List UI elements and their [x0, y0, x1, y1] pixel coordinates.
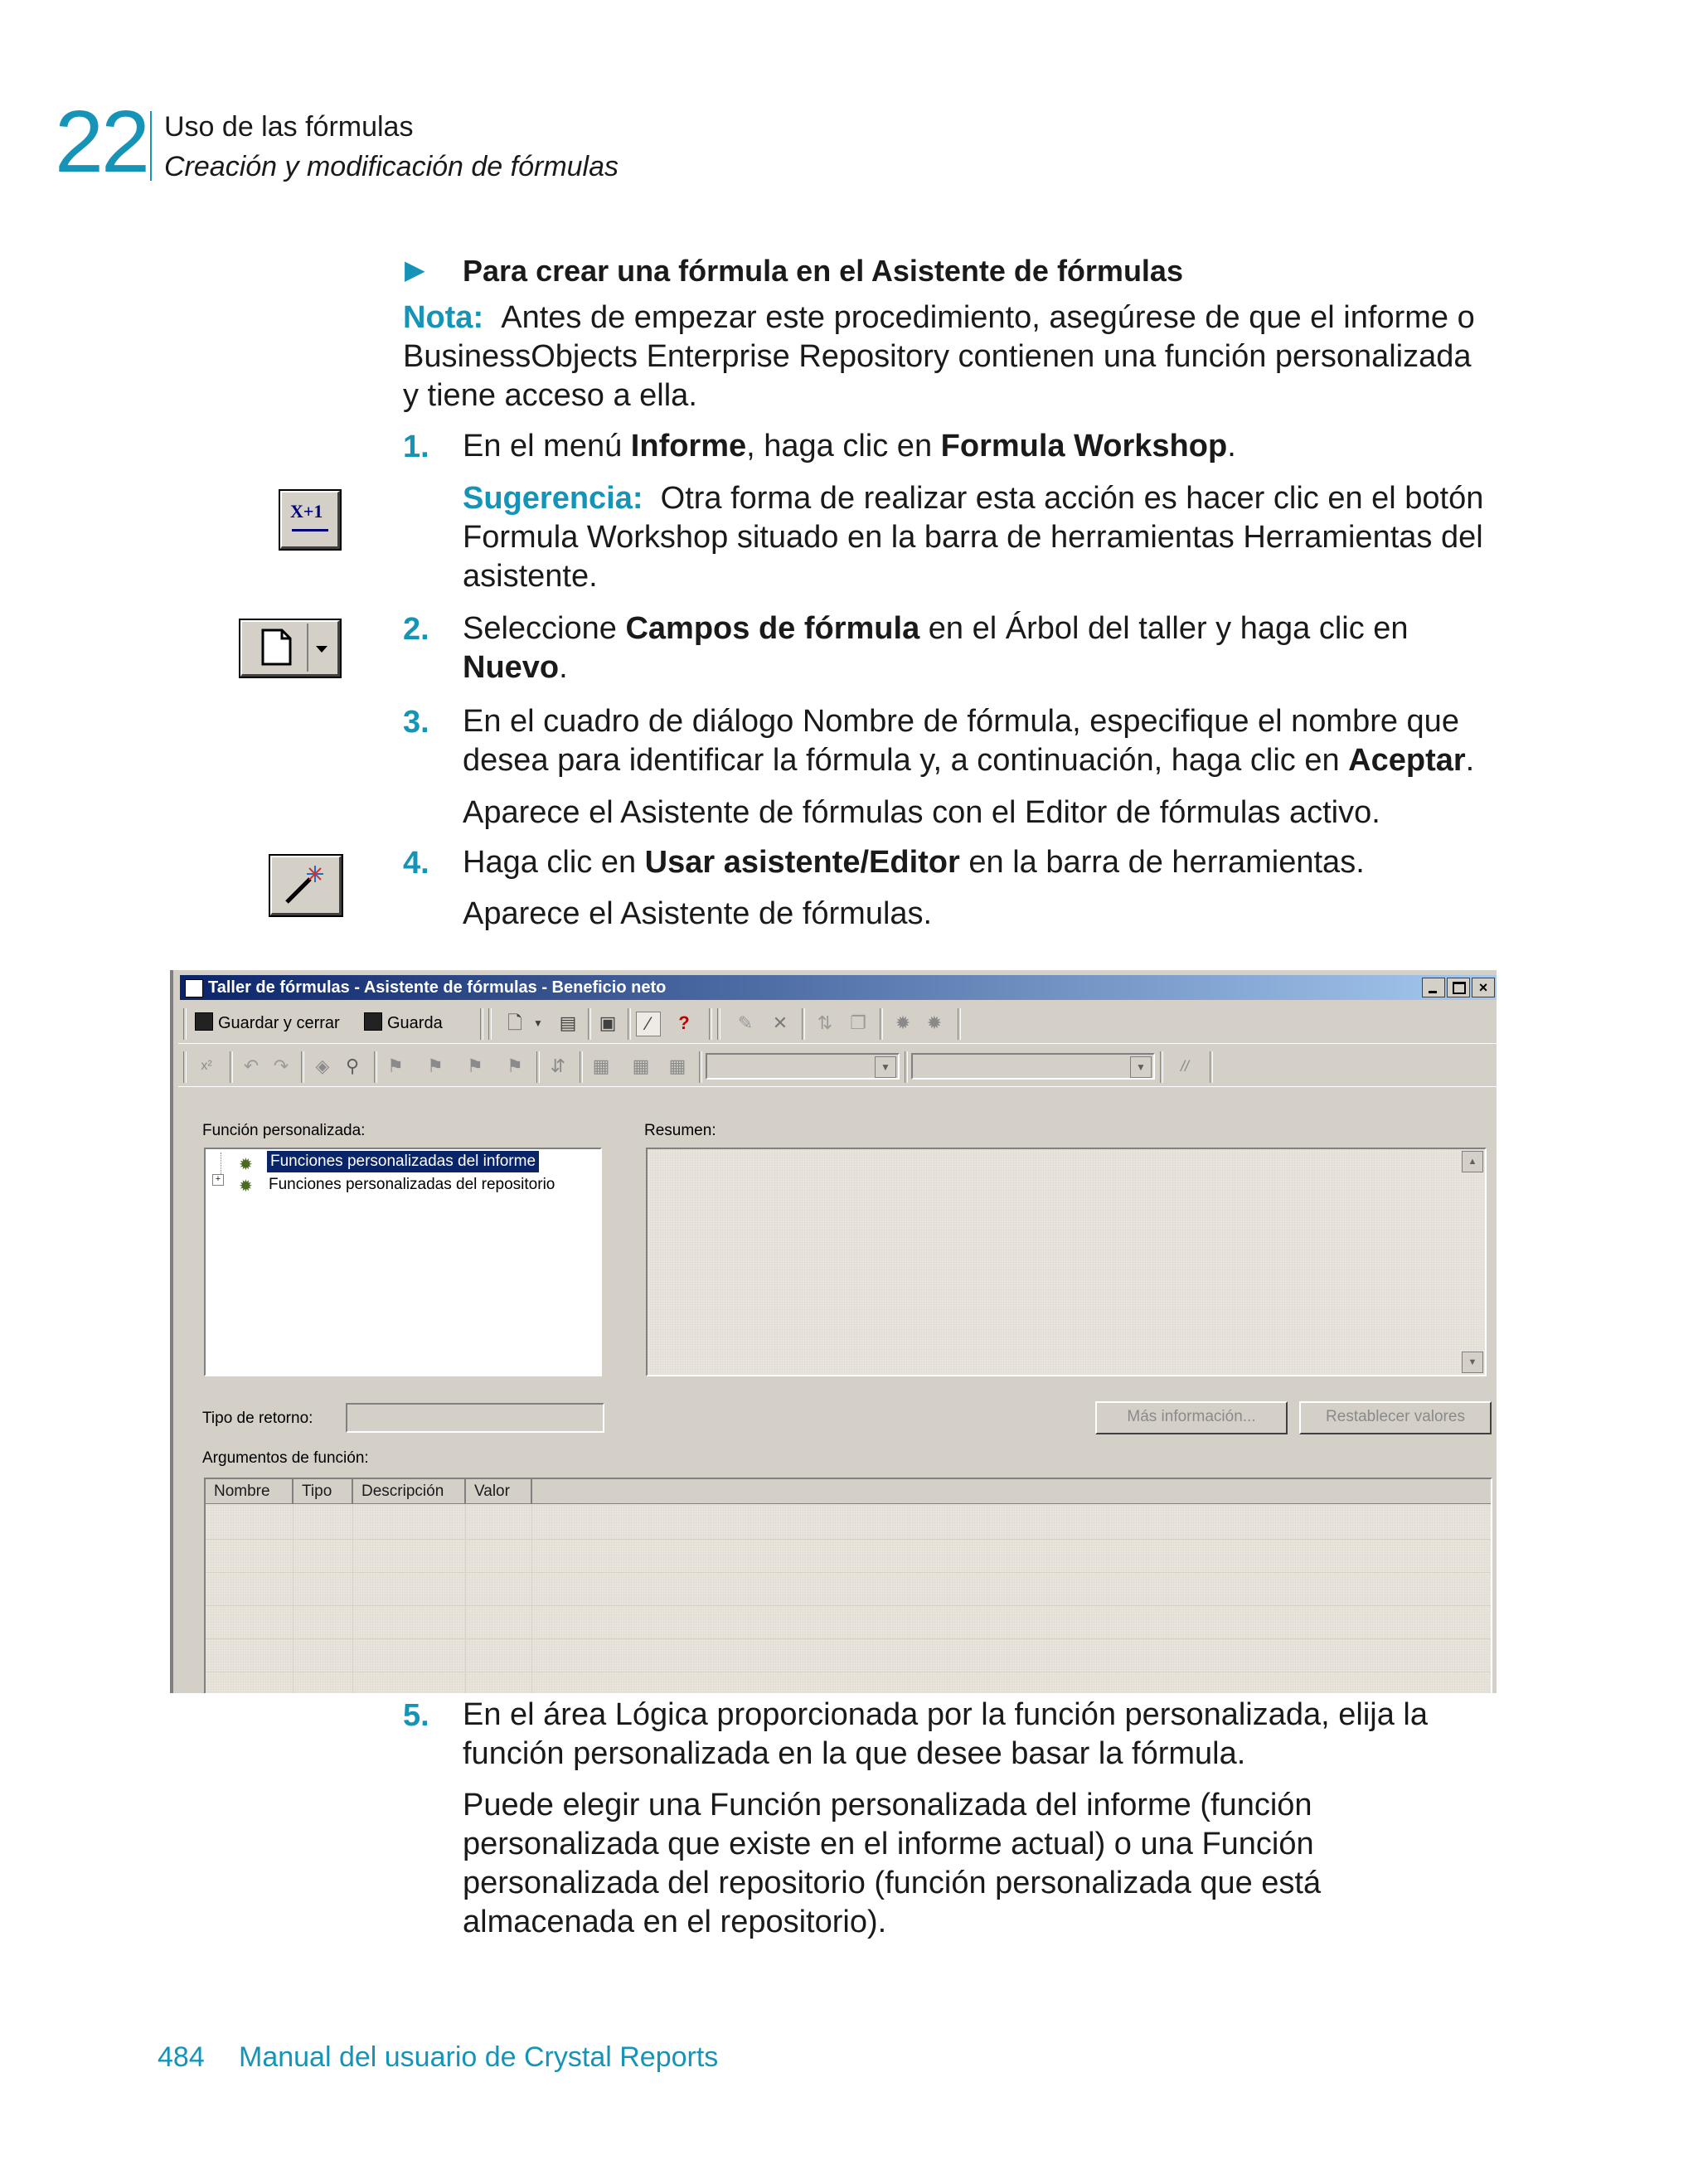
- copy-icon[interactable]: ❐: [850, 1012, 866, 1033]
- step-3-text: [463, 702, 1507, 780]
- save-close-label: Guardar y cerrar: [218, 1014, 340, 1032]
- toolbar-row-2: [178, 1046, 1497, 1087]
- column-header-nombre[interactable]: Nombre: [206, 1479, 294, 1504]
- step-text-fragment: en la barra de herramientas.: [959, 845, 1365, 880]
- grid-row-line: [206, 1605, 1491, 1606]
- formula-workshop-window: [170, 970, 1497, 1693]
- grid-column-line: [465, 1504, 466, 1693]
- gear-icon: ✹: [239, 1156, 253, 1174]
- new-document-icon[interactable]: 🗋: [507, 1012, 522, 1033]
- fields-tree-icon[interactable]: ▦: [592, 1056, 610, 1076]
- procedure-heading: Para crear una fórmula en el Asistente de fórmulas: [463, 254, 1183, 288]
- tip-paragraph: [463, 479, 1507, 596]
- new-document-icon: [260, 629, 294, 667]
- step-number: 1.: [403, 430, 429, 464]
- button-name-nuevo: Nuevo: [463, 650, 560, 685]
- maximize-icon[interactable]: [1447, 978, 1470, 997]
- note-paragraph: [403, 298, 1497, 415]
- step-line: personalizada que existe en el informe actual) o una Función: [463, 1827, 1314, 1861]
- tip-line: Otra forma de realizar esta acción es hacer clic en el botón: [660, 481, 1484, 516]
- procedure-bullet-icon: ▶: [405, 255, 425, 284]
- grid-column-line: [293, 1504, 294, 1693]
- grid-row-line: [206, 1539, 1491, 1540]
- step-line: En el cuadro de diálogo Nombre de fórmula, especifique el nombre que: [463, 704, 1459, 739]
- step-4-result: Aparece el Asistente de fórmulas.: [463, 896, 933, 931]
- step-text-fragment: Seleccione: [463, 611, 626, 646]
- note-line: BusinessObjects Enterprise Repository contienen una función personalizada: [403, 339, 1472, 374]
- tree-view-icon[interactable]: ▤: [559, 1012, 577, 1033]
- step-text-fragment: en el Árbol del taller y haga clic en: [919, 611, 1409, 646]
- save-button[interactable]: [364, 1010, 443, 1036]
- grid-column-line: [531, 1504, 532, 1693]
- reset-values-button[interactable]: Restablecer valores: [1299, 1401, 1492, 1434]
- function-tree[interactable]: [204, 1148, 602, 1376]
- chapter-title: Uso de las fórmulas: [164, 111, 414, 143]
- column-header-tipo[interactable]: Tipo: [294, 1479, 353, 1504]
- gear-icon[interactable]: ✹: [895, 1012, 911, 1033]
- syntax-dropdown[interactable]: [706, 1053, 900, 1080]
- step-text-fragment: .: [1227, 429, 1236, 463]
- gear-icon[interactable]: ✹: [926, 1012, 943, 1033]
- help-icon[interactable]: ?: [678, 1012, 690, 1033]
- browse-data-icon[interactable]: ◈: [315, 1056, 330, 1076]
- summary-textarea[interactable]: [646, 1148, 1487, 1376]
- magic-wand-icon: [282, 862, 332, 909]
- tip-line: asistente.: [463, 559, 598, 594]
- window-controls: [1420, 978, 1495, 997]
- evaluation-dropdown[interactable]: [911, 1053, 1155, 1080]
- step-text-fragment: desea para identificar la fórmula y, a continuación, haga clic en: [463, 743, 1349, 778]
- chapter-divider: [150, 111, 152, 181]
- floppy-disk-icon: [364, 1012, 382, 1031]
- step-5-explanation: [463, 1786, 1507, 1942]
- button-name-usar-asistente: Usar asistente/Editor: [644, 845, 960, 880]
- step-text-fragment: , haga clic en: [746, 429, 941, 463]
- page-number: 484: [158, 2041, 205, 2073]
- step-line: En el área Lógica proporcionada por la función personalizada, elija la: [463, 1697, 1428, 1732]
- step-text-fragment: En el menú: [463, 429, 631, 463]
- chevron-down-icon[interactable]: ▼: [1130, 1056, 1152, 1078]
- minimize-icon[interactable]: [1422, 978, 1445, 997]
- step-text-fragment: .: [559, 650, 568, 685]
- bookmark-icon[interactable]: ⚑: [387, 1056, 404, 1076]
- menu-name-informe: Informe: [630, 429, 747, 463]
- undo-icon[interactable]: ↶: [243, 1056, 260, 1076]
- tree-item-repository-functions[interactable]: Funciones personalizadas del repositorio: [269, 1176, 555, 1193]
- properties-icon[interactable]: ▣: [599, 1012, 617, 1033]
- step-number: 2.: [403, 612, 429, 647]
- step-line: función personalizada en la que desee basar la fórmula.: [463, 1736, 1246, 1771]
- tip-label: Sugerencia:: [463, 481, 643, 516]
- new-button-icon: [240, 620, 340, 677]
- grid-row-line: [206, 1572, 1491, 1573]
- formula-underline: [292, 529, 328, 531]
- gear-icon: ✹: [239, 1177, 253, 1196]
- next-bookmark-icon[interactable]: ⚑: [427, 1056, 444, 1076]
- arguments-label: Argumentos de función:: [202, 1449, 369, 1467]
- scroll-down-icon[interactable]: ▼: [1462, 1352, 1483, 1373]
- step-line: personalizada del repositorio (función personalizada que está: [463, 1866, 1322, 1900]
- return-type-label: Tipo de retorno:: [202, 1410, 313, 1427]
- note-label: Nota:: [403, 300, 484, 335]
- save-close-button[interactable]: [195, 1010, 340, 1036]
- operators-tree-icon[interactable]: ▦: [668, 1056, 686, 1076]
- step-text-fragment: Haga clic en: [463, 845, 645, 880]
- formula-workshop-icon-text: X+1: [290, 501, 323, 522]
- window-titlebar: [180, 975, 1497, 1000]
- note-line: y tiene acceso a ella.: [403, 378, 697, 413]
- menu-item-formula-workshop: Formula Workshop: [940, 429, 1228, 463]
- magic-wand-icon[interactable]: ⁄: [636, 1012, 661, 1036]
- column-header-descripcion[interactable]: Descripción: [353, 1479, 466, 1504]
- step-number: 3.: [403, 705, 429, 740]
- button-name-aceptar: Aceptar: [1348, 743, 1466, 778]
- step-text-fragment: .: [1465, 743, 1475, 778]
- summary-label: Resumen:: [644, 1122, 716, 1139]
- step-line: almacenada en el repositorio).: [463, 1905, 887, 1939]
- step-number: 5.: [403, 1698, 429, 1733]
- tree-item-campos-formula: Campos de fórmula: [625, 611, 920, 646]
- sort-icon[interactable]: ⇵: [550, 1056, 566, 1076]
- step-number: 4.: [403, 846, 429, 881]
- scroll-up-icon[interactable]: ▲: [1462, 1151, 1483, 1172]
- step-4-text: [463, 843, 1507, 882]
- grid-column-line: [352, 1504, 353, 1693]
- functions-tree-icon[interactable]: ▦: [632, 1056, 650, 1076]
- delete-icon[interactable]: ✕: [772, 1012, 788, 1033]
- chapter-number: 22: [55, 93, 148, 191]
- previous-bookmark-icon[interactable]: ⚑: [467, 1056, 483, 1076]
- step-line: Puede elegir una Función personalizada del informe (función: [463, 1788, 1312, 1822]
- return-type-field[interactable]: [346, 1403, 604, 1433]
- chevron-down-icon[interactable]: ▼: [875, 1056, 896, 1078]
- toggle-properties-icon[interactable]: x²: [201, 1059, 212, 1073]
- floppy-disk-icon: [195, 1012, 213, 1031]
- chevron-down-icon: [315, 645, 328, 653]
- step-3-result: Aparece el Asistente de fórmulas con el Editor de fórmulas activo.: [463, 795, 1380, 830]
- chevron-down-icon[interactable]: ▼: [533, 1017, 543, 1029]
- toolbar-row-1: [178, 1003, 1497, 1044]
- formula-workshop-button-icon: [280, 491, 340, 549]
- save-label: Guarda: [387, 1014, 443, 1032]
- note-line: Antes de empezar este procedimiento, asegúrese de que el informe o: [501, 300, 1475, 335]
- step-2-text: [463, 609, 1507, 687]
- rename-icon[interactable]: ✎: [737, 1012, 754, 1033]
- expand-plus-icon[interactable]: +: [212, 1174, 224, 1186]
- section-title: Creación y modificación de fórmulas: [164, 151, 619, 182]
- clear-bookmarks-icon[interactable]: ⚑: [507, 1056, 523, 1076]
- grid-row-line: [206, 1638, 1491, 1639]
- column-header-valor[interactable]: Valor: [466, 1479, 532, 1504]
- comment-icon[interactable]: //: [1180, 1058, 1189, 1075]
- step-1-text: [463, 427, 1507, 466]
- expand-icon[interactable]: ⇅: [817, 1012, 833, 1033]
- more-info-button[interactable]: Más información...: [1095, 1401, 1288, 1434]
- arguments-grid[interactable]: [204, 1478, 1492, 1693]
- tree-item-report-functions[interactable]: Funciones personalizadas del informe: [267, 1151, 539, 1172]
- wizard-button-icon: [270, 856, 342, 915]
- tip-line: Formula Workshop situado en la barra de herramientas Herramientas del: [463, 520, 1483, 555]
- function-label: Función personalizada:: [202, 1122, 366, 1139]
- close-icon[interactable]: ×: [1472, 978, 1495, 997]
- redo-icon[interactable]: ↷: [273, 1056, 289, 1076]
- window-title: Taller de fórmulas - Asistente de fórmulas - Beneficio neto: [208, 978, 667, 997]
- find-icon[interactable]: ⚲: [345, 1056, 360, 1076]
- step-5-text: [463, 1696, 1507, 1774]
- app-icon: [185, 979, 203, 997]
- book-title: Manual del usuario de Crystal Reports: [239, 2041, 719, 2073]
- column-header-filler: [532, 1479, 1491, 1504]
